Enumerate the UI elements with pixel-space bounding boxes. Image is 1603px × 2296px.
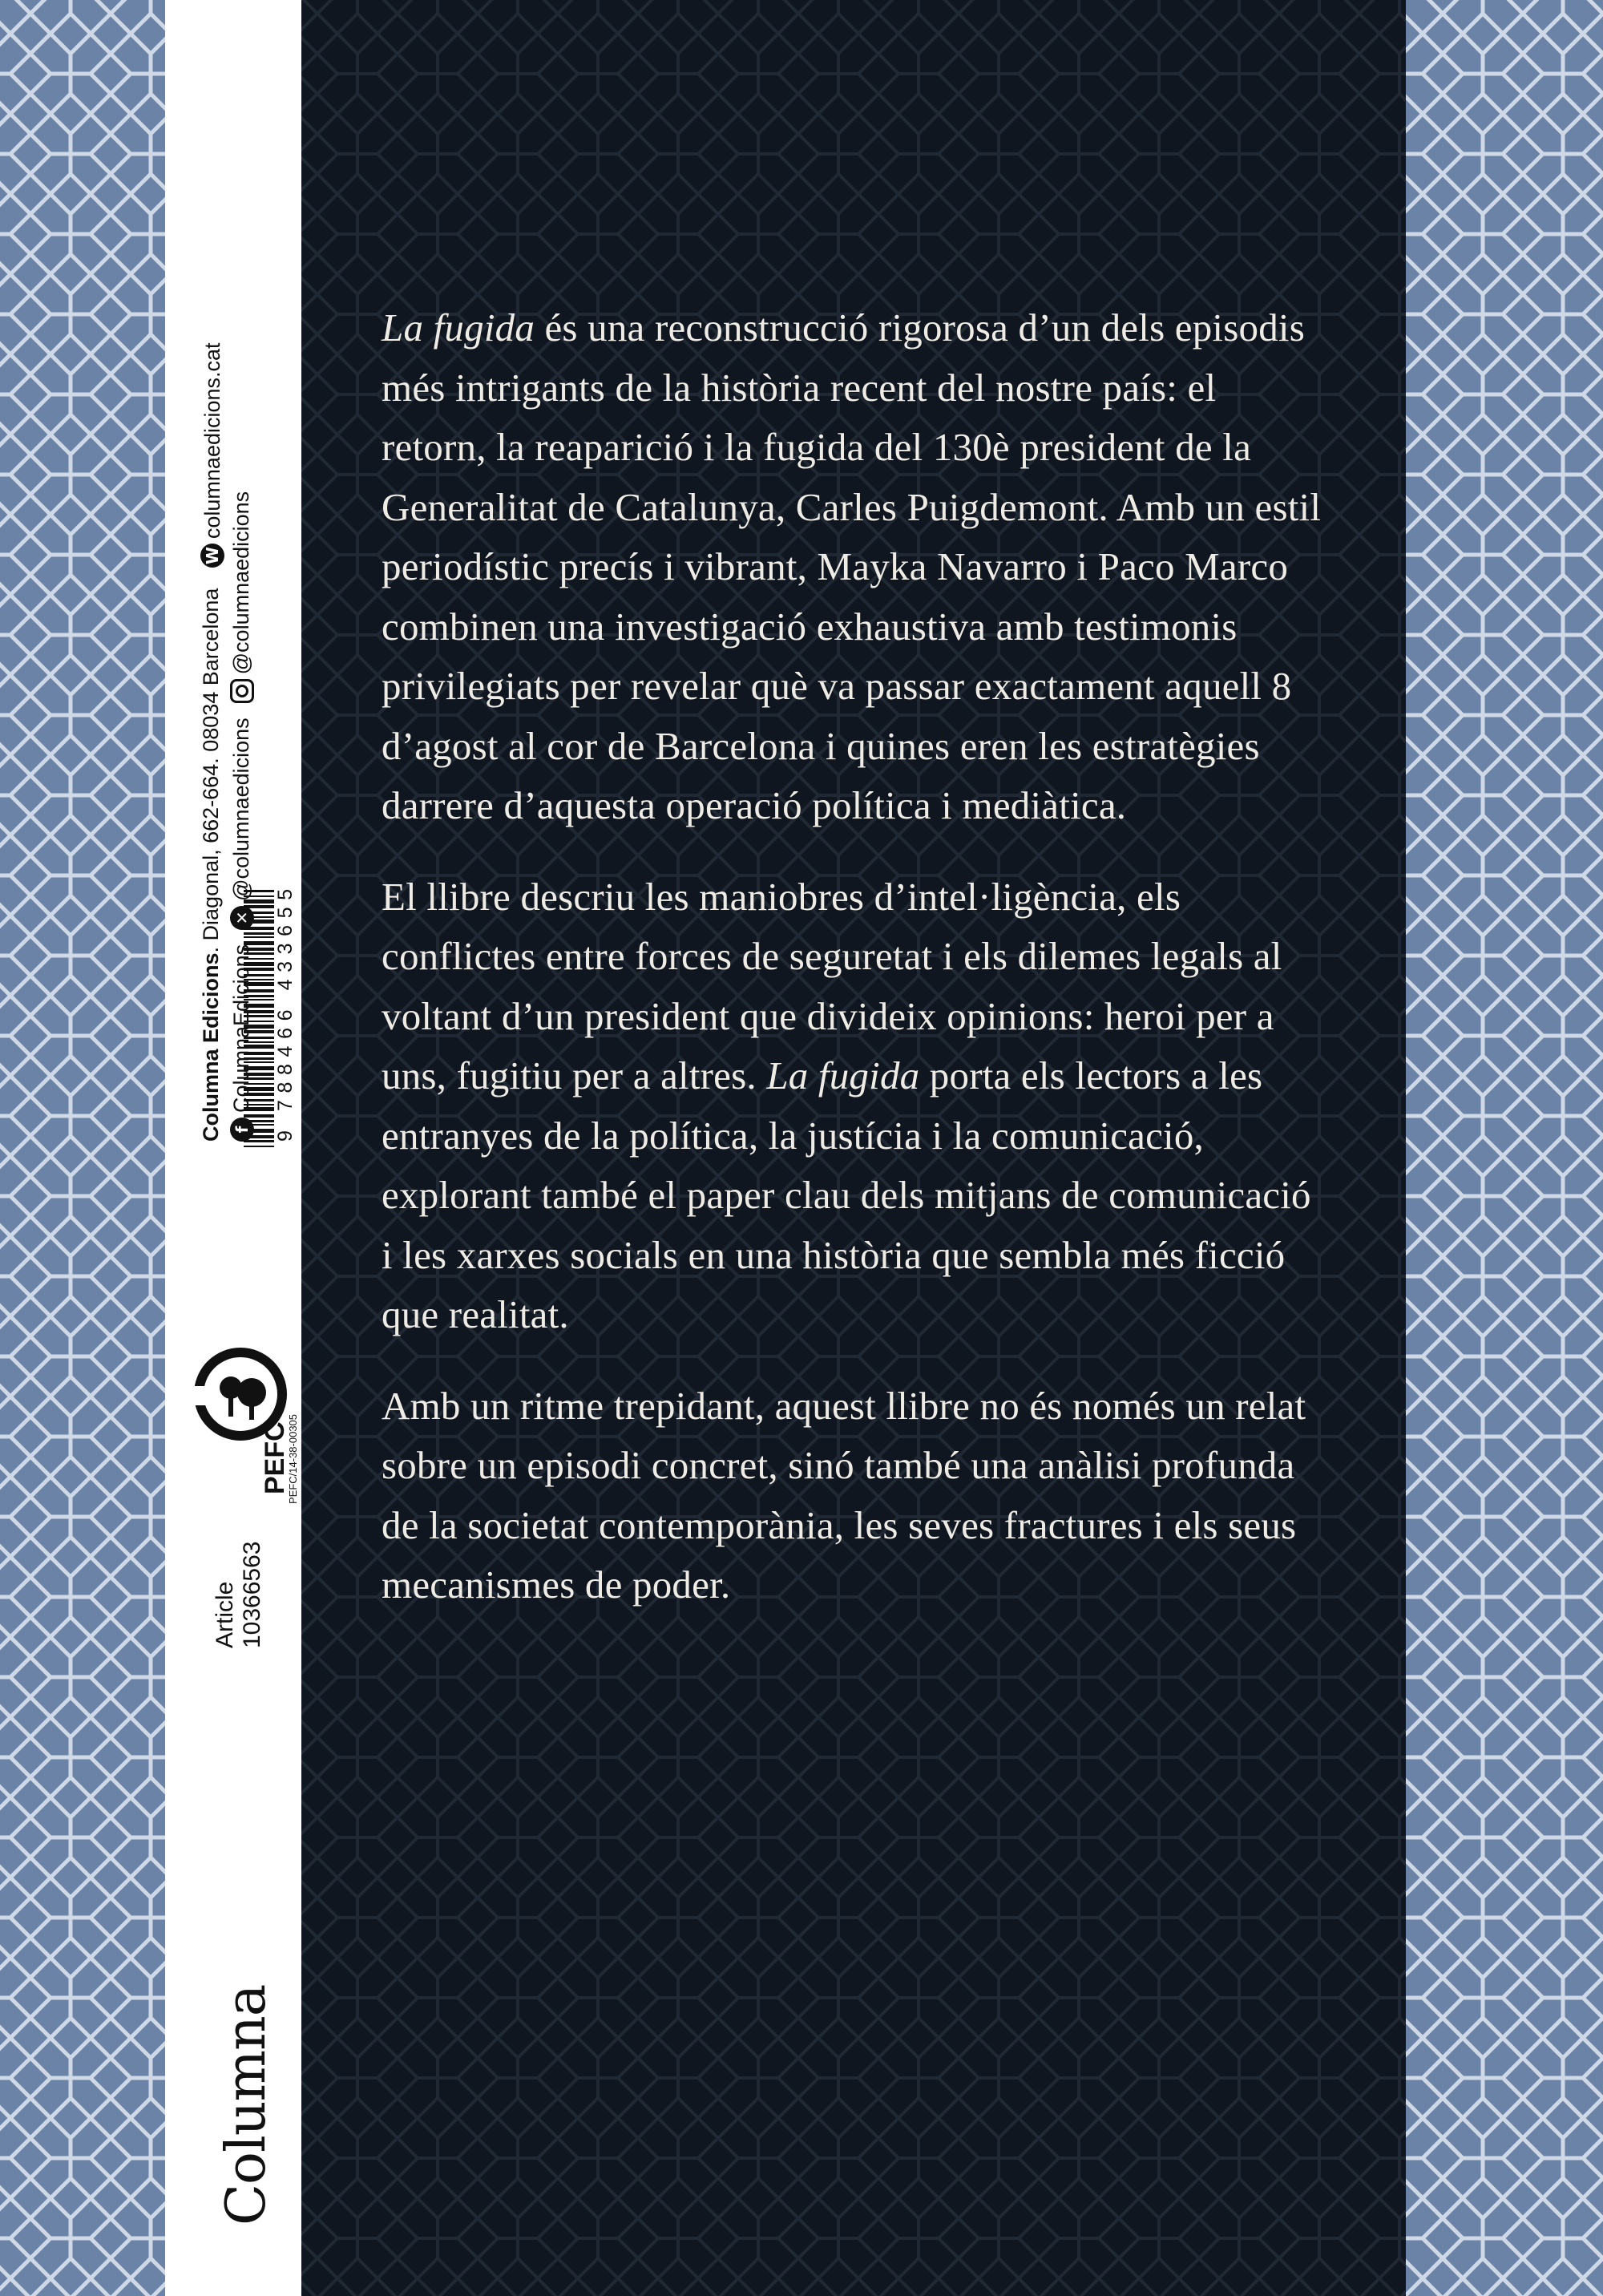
lattice-pattern: [1406, 0, 1603, 2296]
instagram-link[interactable]: @columnaedicions: [229, 491, 253, 675]
publisher-address: [199, 328, 225, 1142]
article-label: Article: [212, 1581, 238, 1648]
pefc-code: PEFC/14-38-00305: [287, 1413, 299, 1504]
article-info: [212, 1542, 266, 1648]
barcode-digits: 9 788466 433655: [274, 882, 297, 1142]
paragraph-text: és una reconstrucció rigorosa d’un dels episodis més intrigants de la història recent del nostre país: el retorn, la reaparició i la fugida del 130è president de la Generalitat de Catalunya, Carles Puigdemont. Amb un estil periodístic precís i vibrant, Mayka Navarro i Paco Marco combinen una investigació exhaustiva amb testimonis privilegiats per revelar què va passar exactament aquell 8 d’agost al cor de Barcelona i quines eren les estratègies darrere d’aquesta operació política i mediàtica.: [382, 305, 1322, 827]
synopsis-paragraph-2: [382, 867, 1327, 1345]
paragraph-text: porta els lectors a les entranyes de la política, la justícia i la comunicació, explorant també el paper clau dels mitjans de comunicació i les xarxes socials en una història que sembla més ficció que realitat.: [382, 1053, 1311, 1336]
x-link[interactable]: @columnaedicions: [229, 718, 253, 901]
barcode-bar: [244, 1146, 274, 1147]
pefc-logo: [186, 1298, 290, 1538]
pefc-label: PEFC: [260, 1421, 290, 1494]
back-cover-panel: [301, 0, 1406, 2296]
synopsis-paragraph-3: Amb un ritme trepidant, aquest llibre no és només un relat sobre un episodi concret, sinó també una anàlisi profunda de la societat contemporània, les seves fractures i els seus mecanismes de poder.: [382, 1383, 1306, 1607]
book-title: La fugida: [382, 305, 535, 350]
lattice-pattern: [0, 0, 165, 2296]
book-title: La fugida: [766, 1053, 920, 1097]
synopsis-paragraph-1: [382, 298, 1327, 836]
website-link[interactable]: columnaedicions.cat: [200, 342, 224, 540]
address-text: . Diagonal, 662-664. 08034 Barcelona: [199, 588, 223, 953]
instagram-icon: [230, 679, 254, 703]
publisher-logo: Columna: [215, 1984, 278, 2225]
info-strip: [165, 0, 301, 2296]
left-pattern-panel: [0, 0, 165, 2296]
x-icon: ✕: [230, 906, 254, 930]
facebook-icon: f: [230, 1118, 254, 1142]
social-links: [229, 477, 254, 1142]
pefc-logo: [186, 1298, 290, 1538]
publisher-name: Columna Edicions: [199, 952, 223, 1142]
paragraph-text: El llibre descriu les maniobres d’intel·ligència, els conflictes entre forces de seguretat i els dilemes legals al voltant d’un president que divideix opinions: heroi per a uns, fugitiu per a altres.: [382, 874, 1282, 1097]
article-number: 10366563: [239, 1541, 265, 1648]
website-icon: W: [200, 544, 224, 568]
facebook-link[interactable]: ColumnaEdicions: [229, 944, 253, 1113]
right-pattern-panel: [1406, 0, 1603, 2296]
synopsis: [382, 298, 1327, 1647]
